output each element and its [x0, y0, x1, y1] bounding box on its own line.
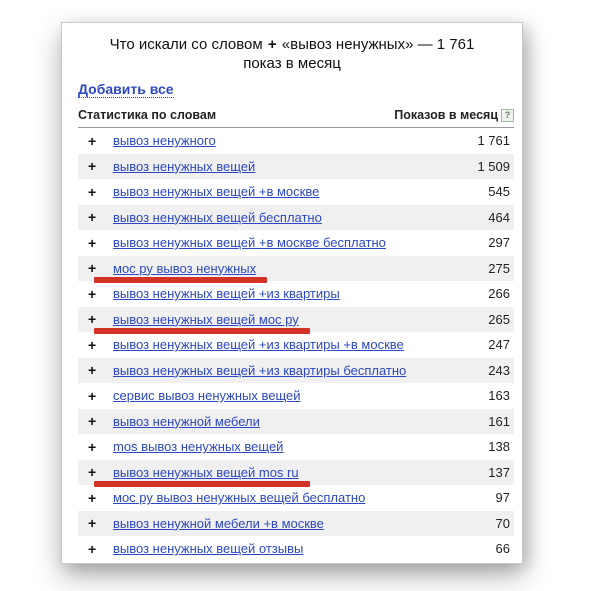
add-all-link[interactable]: Добавить все: [78, 81, 174, 97]
impressions-count: 97: [495, 490, 510, 506]
impressions-count: 1 761: [477, 133, 510, 149]
keyword-link[interactable]: mos вывоз ненужных вещей: [113, 439, 284, 455]
impressions-count: 265: [488, 311, 510, 327]
add-keyword-button[interactable]: +: [88, 540, 97, 557]
impressions-count: 464: [488, 209, 510, 225]
keyword-link[interactable]: вывоз ненужных вещей отзывы: [113, 541, 304, 557]
table-row: [78, 434, 514, 460]
impressions-count: 163: [488, 388, 510, 404]
impressions-count: 266: [488, 286, 510, 302]
table-row: [78, 460, 514, 486]
table-row: [78, 256, 514, 282]
table-row: [78, 205, 514, 231]
add-keyword-button[interactable]: +: [88, 209, 97, 226]
page-title: [90, 35, 494, 73]
impressions-count: 545: [488, 184, 510, 200]
keyword-link[interactable]: вывоз ненужных вещей +в москве: [113, 184, 320, 200]
title-query: «вывоз ненужных»: [281, 36, 414, 53]
add-keyword-button[interactable]: +: [88, 464, 97, 481]
impressions-count: 70: [495, 515, 510, 531]
table-row: [78, 536, 514, 562]
add-keyword-button[interactable]: +: [88, 387, 97, 404]
table-row: [78, 383, 514, 409]
red-underline-annotation: [94, 277, 267, 283]
add-keyword-button[interactable]: +: [88, 362, 97, 379]
impressions-count: 138: [488, 439, 510, 455]
keyword-link[interactable]: вывоз ненужной мебели: [113, 413, 260, 429]
add-keyword-button[interactable]: +: [88, 336, 97, 353]
add-keyword-button[interactable]: +: [88, 285, 97, 302]
table-row: [78, 230, 514, 256]
keyword-link[interactable]: вывоз ненужных вещей +из квартиры: [113, 286, 340, 302]
table-row: [78, 281, 514, 307]
add-keyword-button[interactable]: +: [88, 234, 97, 251]
impressions-count: 66: [495, 541, 510, 557]
add-keyword-button[interactable]: +: [88, 158, 97, 175]
table-row: [78, 307, 514, 333]
keyword-link[interactable]: мос ру вывоз ненужных вещей бесплатно: [113, 490, 366, 506]
table-row: [78, 332, 514, 358]
column-header-impressions: Показов в месяц: [394, 108, 498, 122]
column-header-keywords: Статистика по словам: [78, 108, 217, 122]
table-row: [78, 409, 514, 435]
keyword-link[interactable]: вывоз ненужной мебели +в москве: [113, 515, 324, 531]
title-impressions-suffix: — 1 761 показ в месяц: [243, 36, 475, 72]
keyword-link[interactable]: мос ру вывоз ненужных: [113, 260, 257, 276]
title-plus-sign: +: [267, 36, 277, 53]
keyword-table-body: [78, 128, 514, 562]
red-underline-annotation: [94, 481, 310, 487]
keyword-link[interactable]: вывоз ненужных вещей +из квартиры +в москве: [113, 337, 404, 353]
impressions-count: 137: [488, 464, 510, 480]
table-row: [78, 485, 514, 511]
table-row: [78, 511, 514, 537]
impressions-count: 297: [488, 235, 510, 251]
add-keyword-button[interactable]: +: [88, 438, 97, 455]
keyword-link[interactable]: вывоз ненужных вещей +из квартиры бесплатно: [113, 362, 407, 378]
impressions-count: 243: [488, 362, 510, 378]
wordstat-results-card: [61, 22, 523, 564]
table-row: [78, 128, 514, 154]
impressions-count: 275: [488, 260, 510, 276]
add-keyword-button[interactable]: +: [88, 183, 97, 200]
table-row: [78, 358, 514, 384]
impressions-count: 1 509: [477, 158, 510, 174]
table-row: [78, 179, 514, 205]
add-keyword-button[interactable]: +: [88, 260, 97, 277]
help-icon[interactable]: ?: [501, 109, 514, 122]
keyword-link[interactable]: вывоз ненужных вещей мос ру: [113, 311, 299, 327]
impressions-count: 161: [488, 413, 510, 429]
title-prefix: Что искали со словом: [109, 36, 263, 53]
keyword-link[interactable]: вывоз ненужных вещей бесплатно: [113, 209, 322, 225]
add-keyword-button[interactable]: +: [88, 311, 97, 328]
add-keyword-button[interactable]: +: [88, 515, 97, 532]
impressions-count: 247: [488, 337, 510, 353]
keyword-link[interactable]: вывоз ненужных вещей mos ru: [113, 464, 299, 480]
table-header: [78, 108, 514, 128]
red-underline-annotation: [94, 328, 310, 334]
column-header-impressions-group: [394, 108, 514, 122]
keyword-link[interactable]: вывоз ненужного: [113, 133, 216, 149]
add-keyword-button[interactable]: +: [88, 413, 97, 430]
add-keyword-button[interactable]: +: [88, 132, 97, 149]
keyword-link[interactable]: сервис вывоз ненужных вещей: [113, 388, 301, 404]
table-row: [78, 154, 514, 180]
keyword-link[interactable]: вывоз ненужных вещей: [113, 158, 256, 174]
add-keyword-button[interactable]: +: [88, 489, 97, 506]
keyword-link[interactable]: вывоз ненужных вещей +в москве бесплатно: [113, 235, 386, 251]
